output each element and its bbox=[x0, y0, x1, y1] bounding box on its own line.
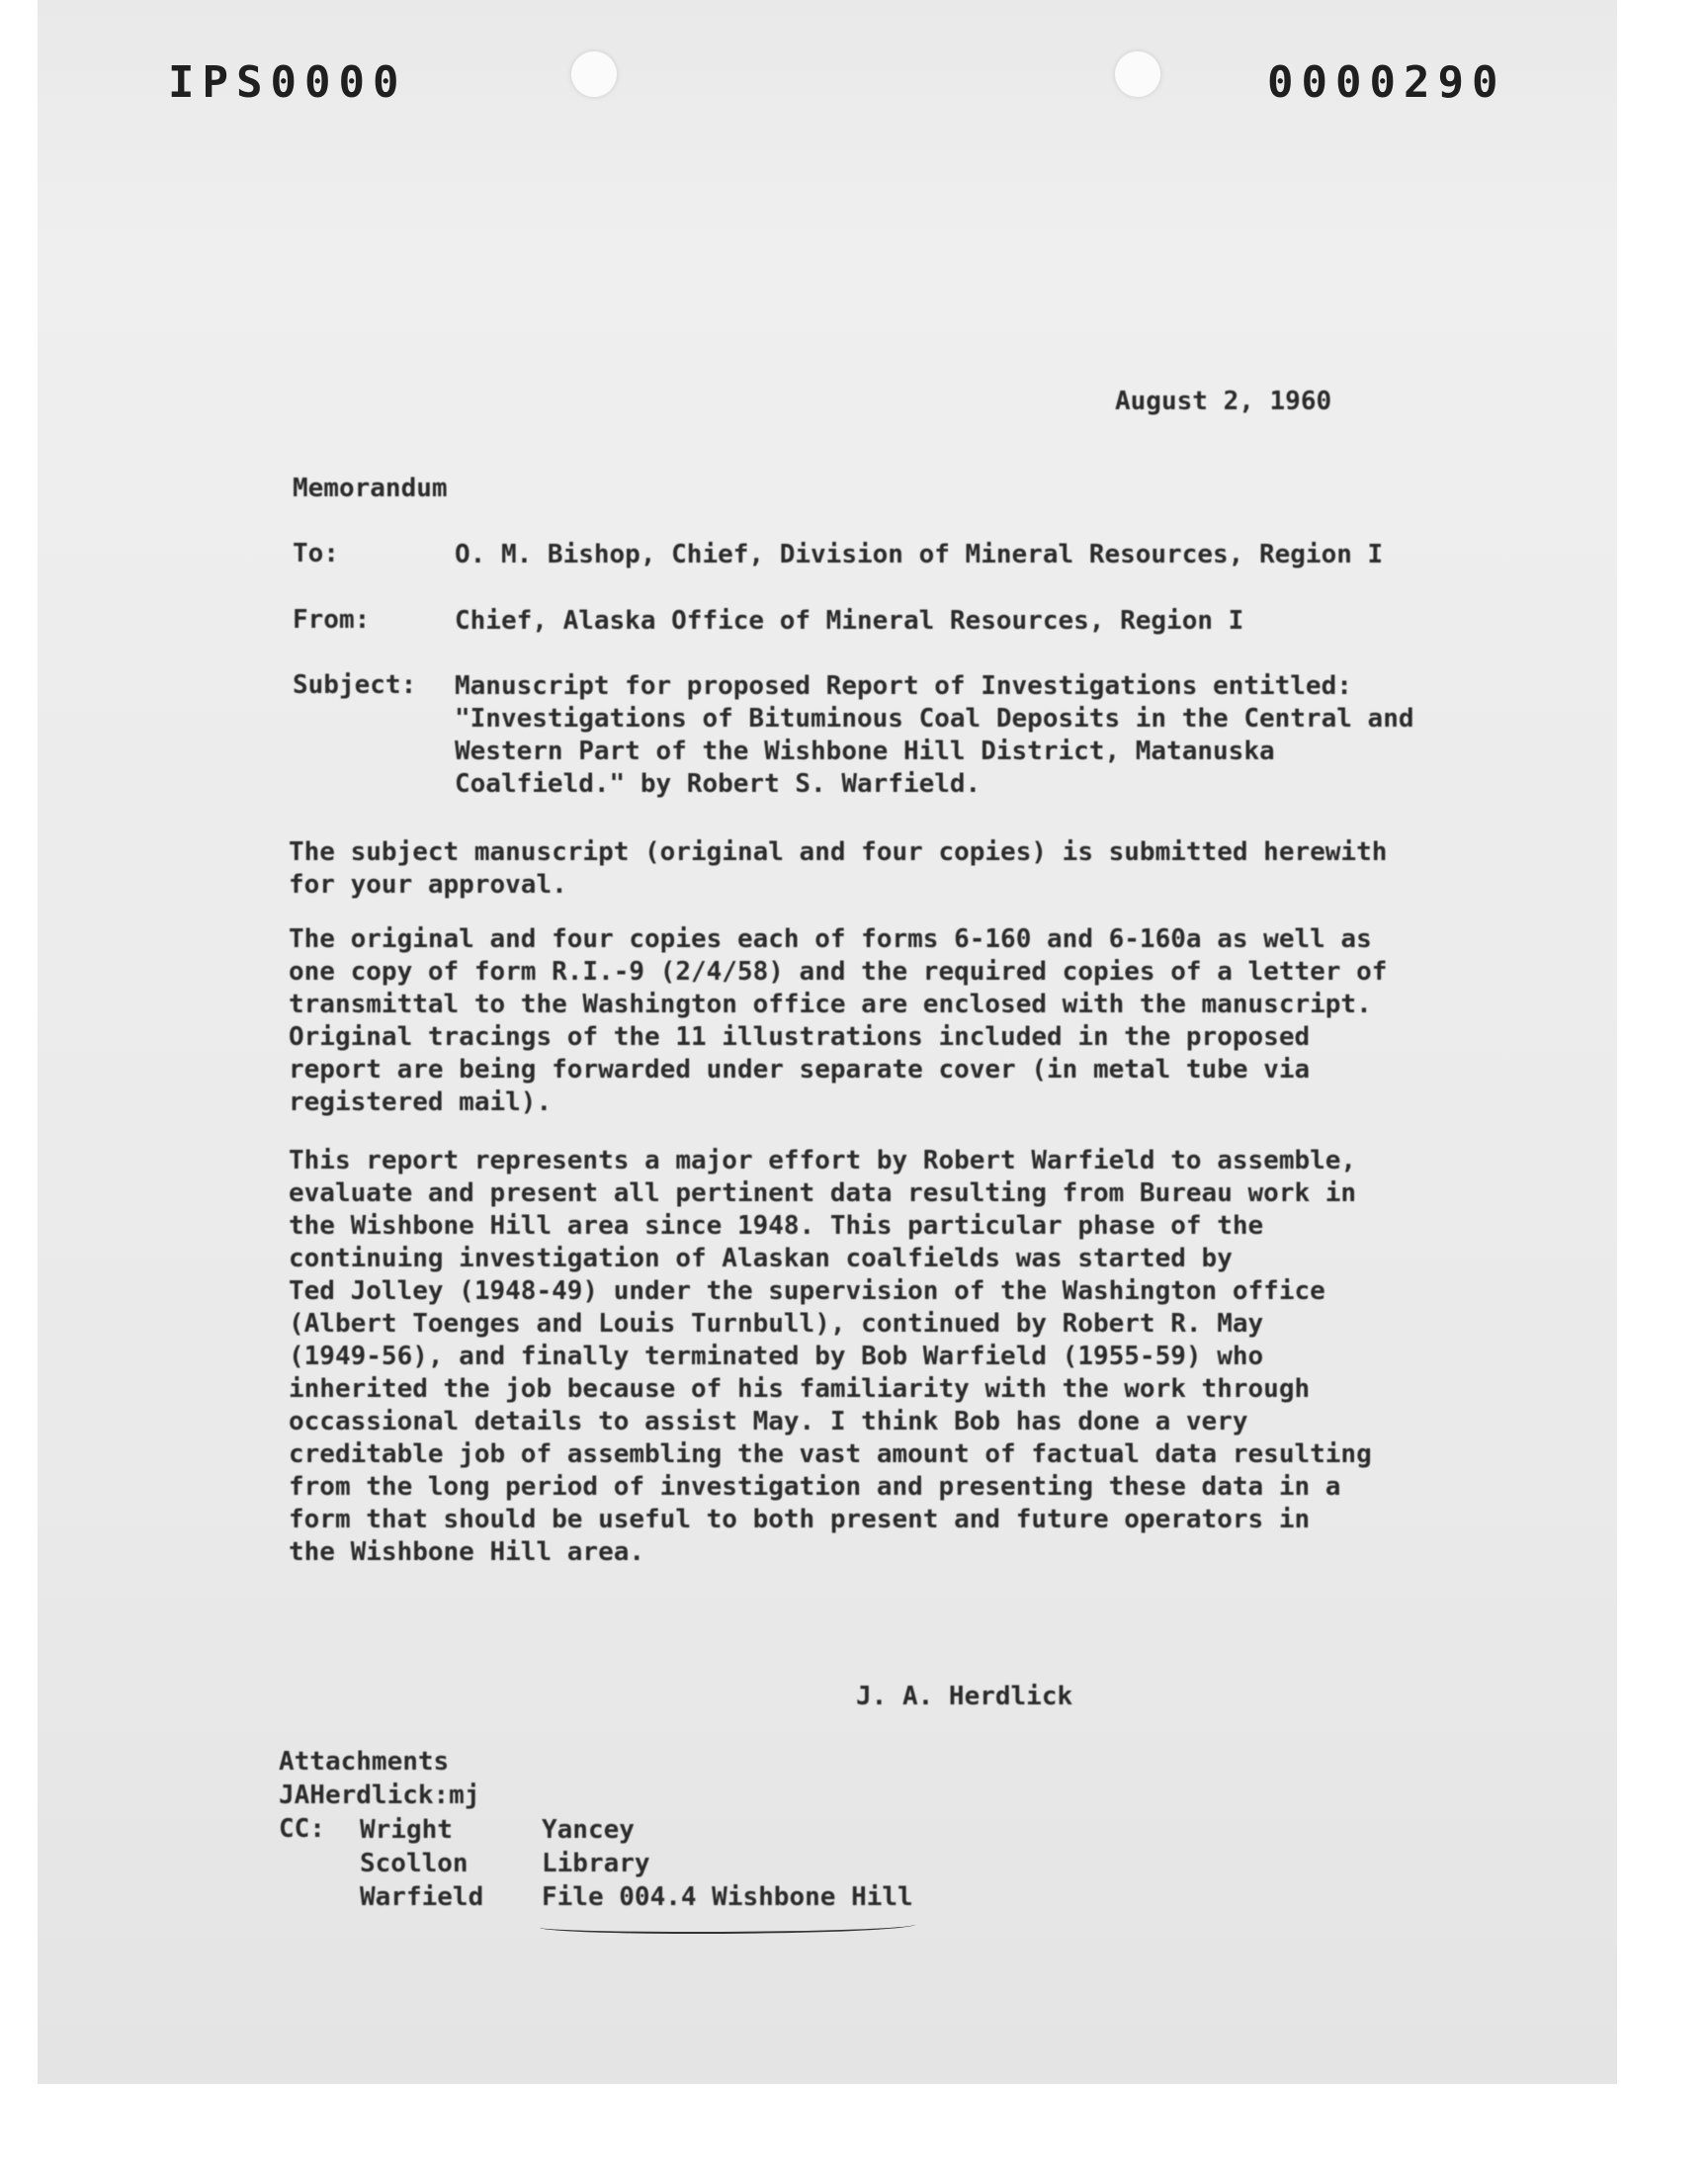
cc-recipient: File 004.4 Wishbone Hill bbox=[542, 1882, 913, 1912]
cc-recipient: Scollon bbox=[360, 1849, 469, 1878]
cc-recipient: Yancey bbox=[542, 1815, 635, 1845]
punch-hole bbox=[571, 51, 617, 97]
subject-value: Manuscript for proposed Report of Investigations entitled: "Investigations of Bituminous Coal Deposits in the Central and Western Part of the Wishbone Hill District, Matanuska Coalfield." by Robert S. Warfield. bbox=[455, 671, 1414, 799]
attachments-label: Attachments bbox=[279, 1747, 450, 1777]
typist-initials: JAHerdlick:mj bbox=[279, 1781, 480, 1810]
memo-date: August 2, 1960 bbox=[1115, 387, 1332, 416]
scan-margin bbox=[0, 2084, 1708, 2175]
from-label: From: bbox=[293, 605, 371, 635]
cc-recipient: Warfield bbox=[360, 1882, 484, 1912]
body-paragraph-2: The original and four copies each of forms 6-160 and 6-160a as well as one copy of form R.I.-9 (2/4/58) and the required copies of a letter of transmittal to the Washington office are enclosed with the manuscript. Original tracings of the 11 illustrations included in the proposed report are being forwarded under separate cover (in metal tube via registered mail). bbox=[289, 924, 1388, 1117]
memo-title: Memorandum bbox=[293, 474, 448, 503]
to-value: O. M. Bishop, Chief, Division of Mineral Resources, Region I bbox=[455, 540, 1384, 569]
cc-recipient: Library bbox=[542, 1849, 650, 1878]
punch-hole bbox=[1115, 51, 1160, 97]
signature-line: J. A. Herdlick bbox=[856, 1682, 1073, 1711]
to-label: To: bbox=[293, 539, 339, 568]
body-paragraph-1: The subject manuscript (original and four copies) is submitted herewith for your approval. bbox=[289, 837, 1388, 900]
from-value: Chief, Alaska Office of Mineral Resources, Region I bbox=[455, 606, 1244, 636]
cc-list-column-2 bbox=[542, 1813, 913, 1914]
document-id-stamp-left: IPS0000 bbox=[168, 57, 407, 108]
document-id-stamp-right: 0000290 bbox=[1267, 57, 1506, 108]
cc-recipient: Wright bbox=[360, 1815, 453, 1845]
cc-list-column-1 bbox=[360, 1813, 483, 1914]
body-paragraph-3: This report represents a major effort by Robert Warfield to assemble, evaluate and present all pertinent data resulting from Bureau work in the Wishbone Hill area since 1948. This particular phase of the continuing investigation of Alaskan coalfields was started by Ted Jolley (1948-49) under the supervision of the Washington office (Albert Toenges and Louis Turnbull), continued by Robert R. May (1949-56), and finally terminated by Bob Warfield (1955-59) who inherited the job because of his familiarity with the work through occassional details to assist May. I think Bob has done a very creditable job of assembling the vast amount of factual data resulting from the long period of investigation and presenting these data in a form that should be useful to both present and future operators in the Wishbone Hill area. bbox=[289, 1146, 1372, 1567]
subject-label: Subject: bbox=[293, 670, 417, 700]
cc-label: CC: bbox=[279, 1814, 325, 1844]
